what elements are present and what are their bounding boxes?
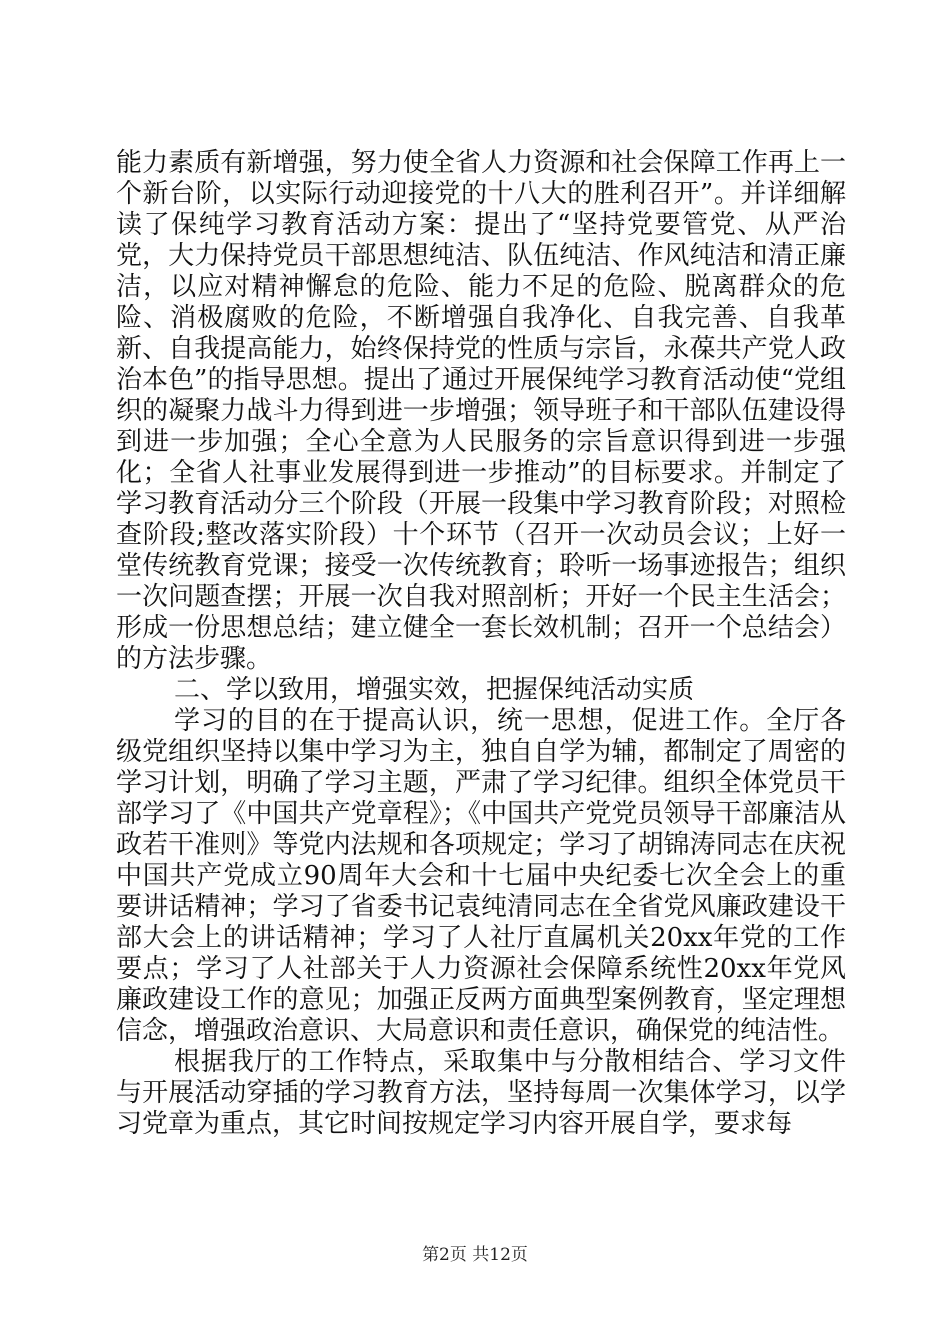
section-heading: 二、学以致用，增强实效，把握保纯活动实质 (174, 675, 695, 705)
page-number: 第2页 共12页 (422, 1245, 528, 1265)
body-paragraph: 根据我厅的工作特点，采取集中与分散相结合、学习文件与开展活动穿插的学习教育方法，坚持每周一次集体学习，以学习党章为重点，其它时间按规定学习内容开展自学，要求每 (116, 1047, 846, 1139)
document-body (116, 148, 846, 1140)
body-paragraph: 学习的目的在于提高认识，统一思想，促进工作。全厅各级党组织坚持以集中学习为主，独自自学为辅，都制定了周密的学习计划，明确了学习主题，严肃了学习纪律。组织全体党员干部学习了《中国共产党章程》；《中国共产党党员领导干部廉洁从政若干准则》等党内法规和各项规定；学习了胡锦涛同志在庆祝中国共产党成立90周年大会和十七届中央纪委七次全会上的重要讲话精神；学习了省委书记袁纯清同志在全省党风廉政建设干部大会上的讲话精神；学习了人社厅直属机关20xx年党的工作要点；学习了人社部关于人力资源社会保障系统性20xx年党风廉政建设工作的意见；加强正反两方面典型案例教育，坚定理想信念，增强政治意识、大局意识和责任意识，确保党的纯洁性。 (116, 706, 846, 1046)
body-paragraph: 能力素质有新增强，努力使全省人力资源和社会保障工作再上一个新台阶，以实际行动迎接党的十八大的胜利召开”。并详细解读了保纯学习教育活动方案：提出了“坚持党要管党、从严治党，大力保持党员干部思想纯洁、队伍纯洁、作风纯洁和清正廉洁，以应对精神懈怠的危险、能力不足的危险、脱离群众的危险、消极腐败的危险，不断增强自我净化、自我完善、自我革新、自我提高能力，始终保持党的性质与宗旨，永葆共产党人政治本色”的指导思想。提出了通过开展保纯学习教育活动使“党组织的凝聚力战斗力得到进一步增强；领导班子和干部队伍建设得到进一步加强；全心全意为人民服务的宗旨意识得到进一步强化；全省人社事业发展得到进一步推动”的目标要求。并制定了学习教育活动分三个阶段（开展一段集中学习教育阶段；对照检查阶段;整改落实阶段）十个环节（召开一次动员会议；上好一堂传统教育党课；接受一次传统教育；聆听一场事迹报告；组织一次问题查摆；开展一次自我对照剖析；开好一个民主生活会；形成一份思想总结；建立健全一套长效机制；召开一个总结会）的方法步骤。 (116, 148, 846, 674)
